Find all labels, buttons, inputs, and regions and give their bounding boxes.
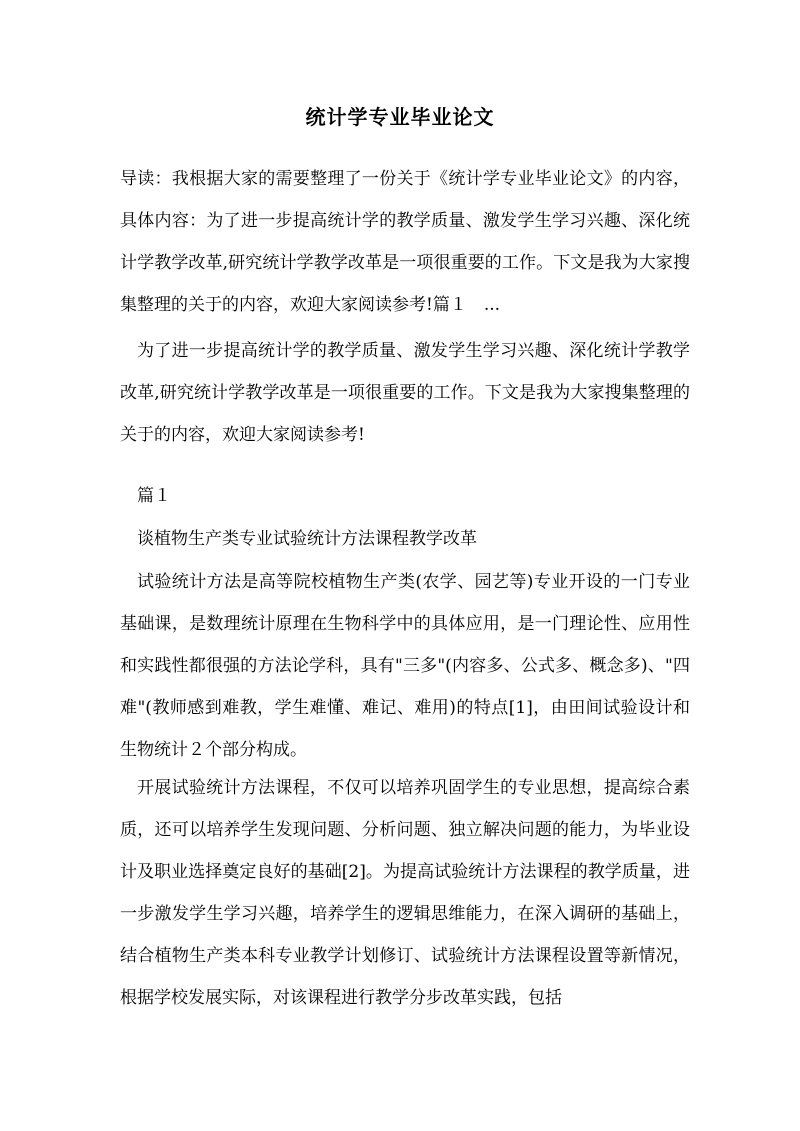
section-label: 篇１ xyxy=(137,486,171,506)
intro-paragraph: 导读：我根据大家的需要整理了一份关于《统计学专业毕业论文》的内容，具体内容：为了进一步提高统计学的教学质量、激发学生学习兴趣、深化统计学教学改革,研究统计学教学改革是一项很重要的工作。下文是我为大家搜集整理的关于的内容，欢迎大家阅读参考!篇１ ... xyxy=(120,169,690,315)
document-title: 统计学专业毕业论文 xyxy=(305,105,495,129)
body-paragraph: 开展试验统计方法课程，不仅可以培养巩固学生的专业思想，提高综合素质，还可以培养学生发现问题、分析问题、独立解决问题的能力，为毕业设计及职业选择奠定良好的基础[2]。为提高试验统计方法课程的教学质量，进一步激发学生学习兴趣，培养学生的逻辑思维能力，在深入调研的基础上，结合植物生产类本科专业教学计划修订、试验统计方法课程设置等新情况，根据学校发展实际，对该课程进行教学分步改革实践，包括 xyxy=(120,778,690,1008)
body-paragraph: 试验统计方法是高等院校植物生产类(农学、园艺等)专业开设的一门专业基础课，是数理统计原理在生物科学中的具体应用，是一门理论性、应用性和实践性都很强的方法论学科，具有"三多"(内容多、公式多、概念多)、"四难"(教师感到难教，学生难懂、难记、难用)的特点[1]，由田间试验设计和生物统计２个部分构成。 xyxy=(120,572,690,760)
summary-paragraph: 为了进一步提高统计学的教学质量、激发学生学习兴趣、深化统计学教学改革,研究统计学教学改革是一项很重要的工作。下文是我为大家搜集整理的关于的内容，欢迎大家阅读参考! xyxy=(120,341,690,445)
article-heading: 谈植物生产类专业试验统计方法课程教学改革 xyxy=(137,529,477,549)
